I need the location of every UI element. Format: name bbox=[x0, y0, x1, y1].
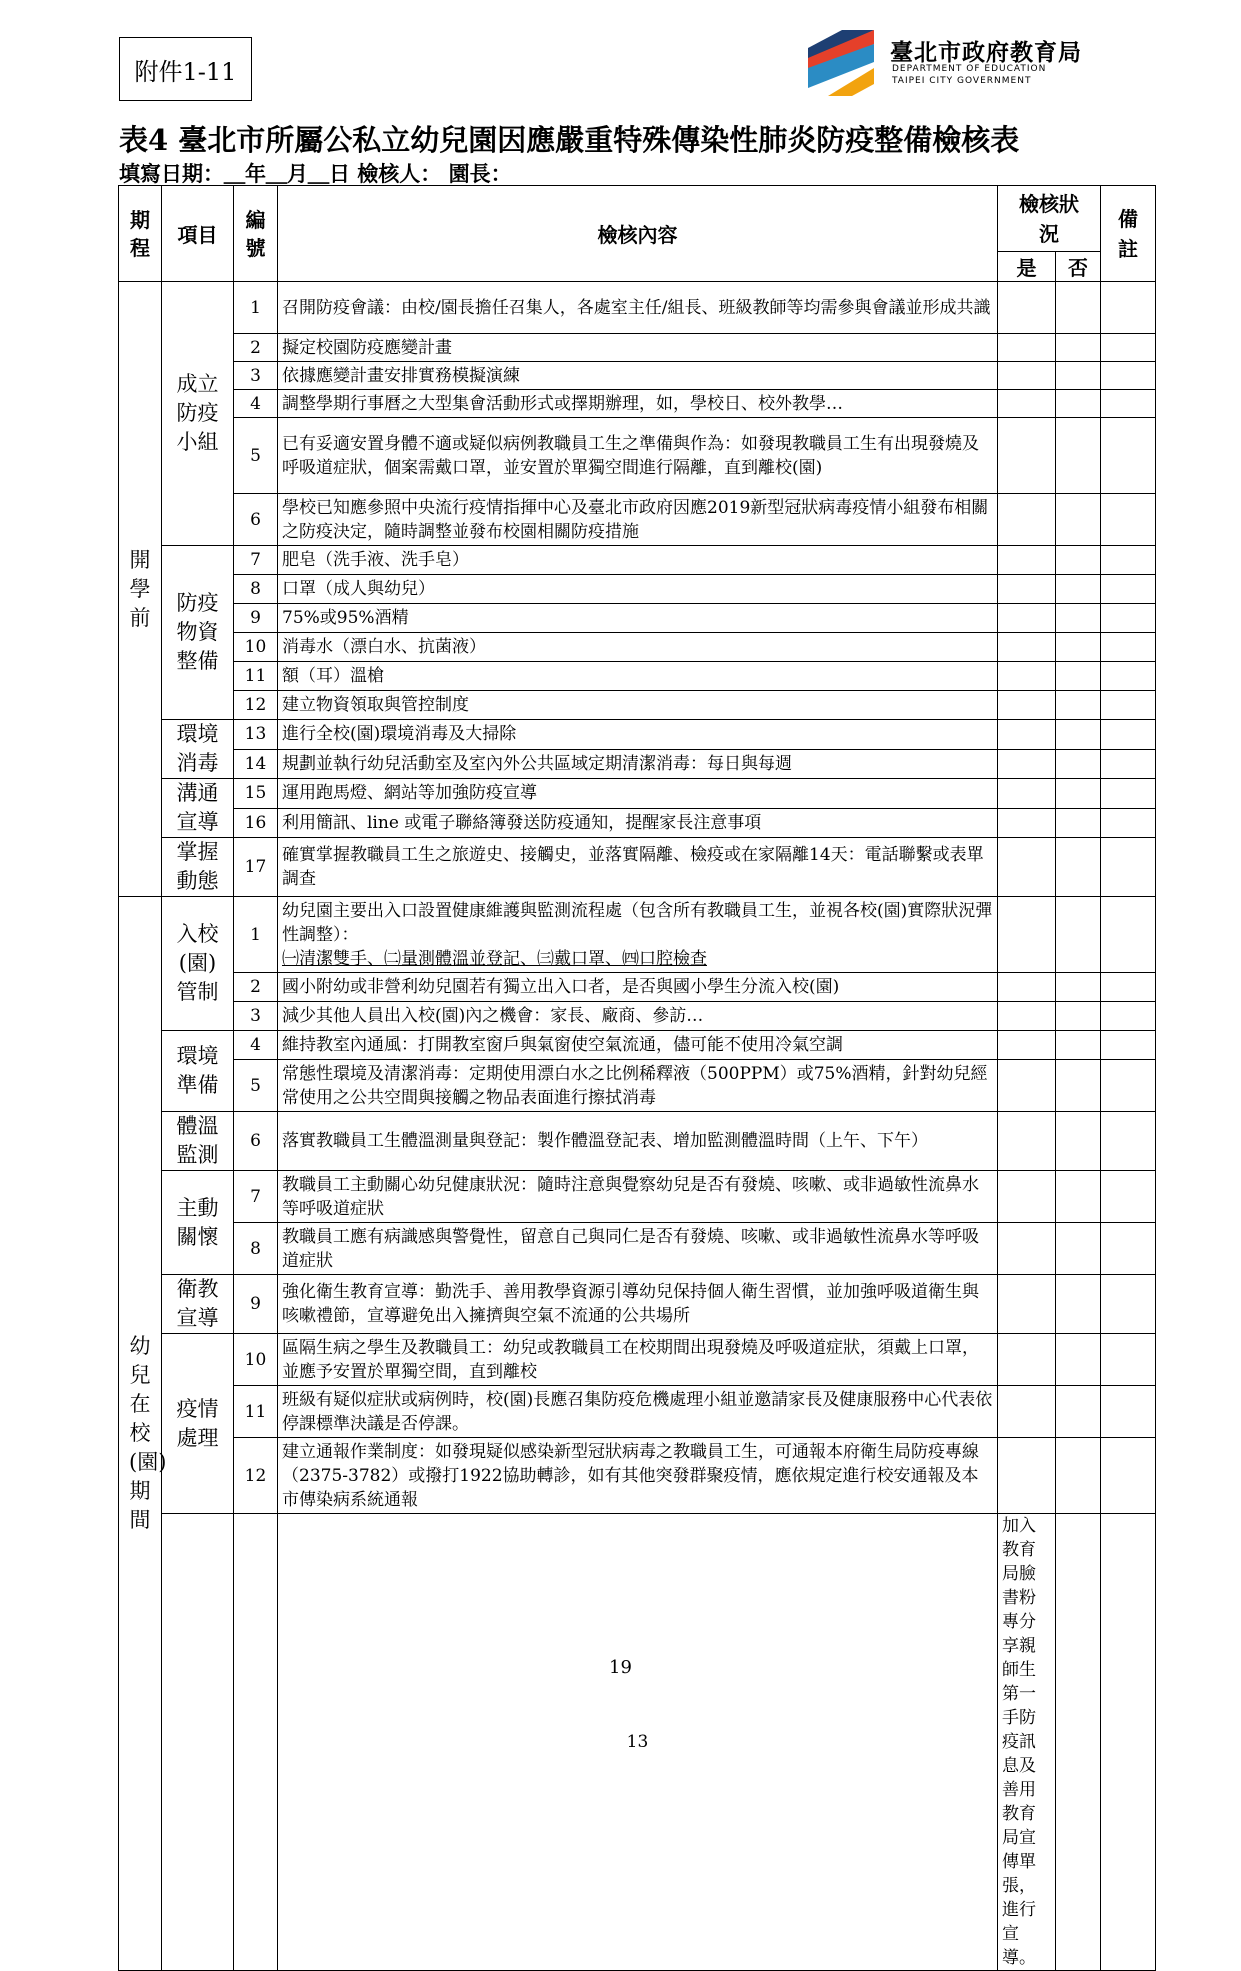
logo-org-name-en-2: TAIPEI CITY GOVERNMENT bbox=[892, 76, 1032, 86]
no-checkbox-cell[interactable] bbox=[1056, 362, 1101, 390]
yes-checkbox-cell[interactable] bbox=[998, 1386, 1056, 1438]
yes-checkbox-cell[interactable] bbox=[998, 1060, 1056, 1112]
yes-checkbox-cell[interactable] bbox=[998, 749, 1056, 779]
row-content: 消毒水（漂白水、抗菌液） bbox=[278, 633, 998, 662]
row-number: 2 bbox=[234, 334, 278, 362]
row-number: 7 bbox=[234, 546, 278, 575]
row-content: 已有妥適安置身體不適或疑似病例教職員工生之準備與作為：如發現教職員工生有出現發燒及呼吸道症狀，個案需戴口罩，並安置於單獨空間進行隔離，直到離校(園) bbox=[278, 418, 998, 494]
row-number: 8 bbox=[234, 575, 278, 604]
item-cell: 入校(園)管制 bbox=[162, 897, 234, 1031]
row-number: 1 bbox=[234, 282, 278, 334]
yes-checkbox-cell[interactable] bbox=[998, 691, 1056, 720]
remark-cell[interactable] bbox=[1101, 1334, 1156, 1386]
no-checkbox-cell[interactable] bbox=[1056, 1171, 1101, 1223]
yes-checkbox-cell[interactable] bbox=[998, 720, 1056, 750]
period-cell: 開學前 bbox=[119, 282, 162, 897]
row-content: 運用跑馬燈、網站等加強防疫宣導 bbox=[278, 779, 998, 809]
row-content: 強化衛生教育宣導：勤洗手、善用教學資源引導幼兒保持個人衛生習慣，並加強呼吸道衛生與咳嗽禮節，宣導避免出入擁擠與空氣不流通的公共場所 bbox=[278, 1275, 998, 1334]
table-row bbox=[119, 494, 1156, 546]
remark-cell[interactable] bbox=[1101, 575, 1156, 604]
remark-cell[interactable] bbox=[1101, 1386, 1156, 1438]
yes-checkbox-cell[interactable] bbox=[998, 1438, 1056, 1514]
table-row bbox=[119, 1223, 1156, 1275]
yes-checkbox-cell[interactable] bbox=[998, 808, 1056, 838]
no-checkbox-cell[interactable] bbox=[1056, 1334, 1101, 1386]
row-number: 5 bbox=[234, 1060, 278, 1112]
remark-cell[interactable] bbox=[1101, 362, 1156, 390]
yes-checkbox-cell[interactable] bbox=[998, 282, 1056, 334]
item-cell: 衛教宣導 bbox=[162, 1275, 234, 1334]
remark-cell[interactable] bbox=[1101, 720, 1156, 750]
no-checkbox-cell[interactable] bbox=[1056, 1223, 1101, 1275]
table-row bbox=[119, 1386, 1156, 1438]
row-number: 10 bbox=[234, 633, 278, 662]
yes-checkbox-cell[interactable] bbox=[998, 334, 1056, 362]
yes-checkbox-cell[interactable] bbox=[998, 362, 1056, 390]
remark-cell[interactable] bbox=[1101, 633, 1156, 662]
row-content: 建立通報作業制度：如發現疑似感染新型冠狀病毒之教職員工生，可通報本府衛生局防疫專線（2375-3782）或撥打1922協助轉診，如有其他突發群聚疫情，應依規定進行校安通報及本市傳染病系統通報 bbox=[278, 1438, 998, 1514]
table-row bbox=[119, 1060, 1156, 1112]
row-content: 75%或95%酒精 bbox=[278, 604, 998, 633]
fill-in-line: 填寫日期：＿年＿月＿日 檢核人： 園長： bbox=[119, 161, 512, 186]
header-remark: 備註 bbox=[1101, 186, 1156, 282]
row-content: 班級有疑似症狀或病例時，校(園)長應召集防疫危機處理小組並邀請家長及健康服務中心代表依停課標準決議是否停課。 bbox=[278, 1386, 998, 1438]
yes-checkbox-cell[interactable] bbox=[998, 1031, 1056, 1060]
remark-cell[interactable] bbox=[1101, 1223, 1156, 1275]
remark-cell[interactable] bbox=[1101, 1275, 1156, 1334]
row-content: 常態性環境及清潔消毒：定期使用漂白水之比例稀釋液（500PPM）或75%酒精，針對幼兒經常使用之公共空間與接觸之物品表面進行擦拭消毒 bbox=[278, 1060, 998, 1112]
remark-cell[interactable] bbox=[1101, 779, 1156, 809]
table-row bbox=[119, 897, 1156, 973]
no-checkbox-cell[interactable] bbox=[1056, 390, 1101, 418]
remark-cell[interactable] bbox=[1101, 749, 1156, 779]
yes-checkbox-cell[interactable] bbox=[998, 418, 1056, 494]
no-checkbox-cell[interactable] bbox=[1056, 633, 1101, 662]
logo-mark-icon bbox=[808, 30, 878, 96]
document-title: 表4 臺北市所屬公私立幼兒園因應嚴重特殊傳染性肺炎防疫整備檢核表 bbox=[119, 123, 1020, 157]
row-content: 落實教職員工生體溫測量與登記：製作體溫登記表、增加監測體溫時間（上午、下午） bbox=[278, 1112, 998, 1171]
no-checkbox-cell[interactable] bbox=[1056, 1386, 1101, 1438]
row-number: 5 bbox=[234, 418, 278, 494]
table-row bbox=[119, 633, 1156, 662]
remark-cell[interactable] bbox=[1101, 604, 1156, 633]
page-number: 19 bbox=[609, 1657, 632, 1678]
remark-cell[interactable] bbox=[1101, 662, 1156, 691]
row-number: 11 bbox=[234, 662, 278, 691]
table-row bbox=[119, 691, 1156, 720]
no-checkbox-cell[interactable] bbox=[1056, 334, 1101, 362]
header-content: 檢核內容 bbox=[278, 186, 998, 282]
row-content: 召開防疫會議：由校/園長擔任召集人，各處室主任/組長、班級教師等均需參與會議並形成共識 bbox=[278, 282, 998, 334]
row-number: 3 bbox=[234, 362, 278, 390]
row-number: 8 bbox=[234, 1223, 278, 1275]
remark-cell[interactable] bbox=[1101, 494, 1156, 546]
row-content: 利用簡訊、line 或電子聯絡簿發送防疫通知，提醒家長注意事項 bbox=[278, 808, 998, 838]
row-content: 肥皂（洗手液、洗手皂） bbox=[278, 546, 998, 575]
table-row bbox=[119, 973, 1156, 1002]
yes-checkbox-cell[interactable] bbox=[1056, 1514, 1101, 1971]
row-number: 11 bbox=[234, 1386, 278, 1438]
yes-checkbox-cell[interactable] bbox=[998, 662, 1056, 691]
row-content: 確實掌握教職員工生之旅遊史、接觸史，並落實隔離、檢疫或在家隔離14天：電話聯繫或表單調查 bbox=[278, 838, 998, 897]
row-content: 學校已知應參照中央流行疫情指揮中心及臺北市政府因應2019新型冠狀病毒疫情小組發布相關之防疫決定，隨時調整並發布校園相關防疫措施 bbox=[278, 494, 998, 546]
row-number: 4 bbox=[234, 1031, 278, 1060]
row-content: 建立物資領取與管控制度 bbox=[278, 691, 998, 720]
row-number: 12 bbox=[234, 691, 278, 720]
item-cell: 防疫物資整備 bbox=[162, 546, 234, 720]
row-number: 12 bbox=[234, 1438, 278, 1514]
yes-checkbox-cell[interactable] bbox=[998, 897, 1056, 973]
no-checkbox-cell[interactable] bbox=[1101, 1514, 1156, 1971]
remark-cell[interactable] bbox=[1101, 418, 1156, 494]
table-row bbox=[119, 1334, 1156, 1386]
table-row bbox=[119, 720, 1156, 750]
row-content: 規劃並執行幼兒活動室及室內外公共區域定期清潔消毒：每日與每週 bbox=[278, 749, 998, 779]
table-row bbox=[119, 1112, 1156, 1171]
table-row bbox=[119, 808, 1156, 838]
no-checkbox-cell[interactable] bbox=[1056, 1060, 1101, 1112]
no-checkbox-cell[interactable] bbox=[1056, 1275, 1101, 1334]
no-checkbox-cell[interactable] bbox=[1056, 1002, 1101, 1031]
row-number: 7 bbox=[234, 1171, 278, 1223]
item-cell: 疫情處理 bbox=[162, 1334, 234, 1514]
remark-cell[interactable] bbox=[1101, 1002, 1156, 1031]
row-content: 幼兒園主要出入口設置健康維護與監測流程處（包含所有教職員工生，並視各校(園)實際狀況彈性調整）： ㈠清潔雙手、㈡量測體溫並登記、㈢戴口罩、㈣口腔檢查 bbox=[278, 897, 998, 973]
table-row bbox=[119, 418, 1156, 494]
no-checkbox-cell[interactable] bbox=[1056, 1438, 1101, 1514]
yes-checkbox-cell[interactable] bbox=[998, 1002, 1056, 1031]
row-number: 13 bbox=[278, 1514, 998, 1971]
remark-cell[interactable] bbox=[1101, 546, 1156, 575]
no-checkbox-cell[interactable] bbox=[1056, 546, 1101, 575]
table-row bbox=[119, 1275, 1156, 1334]
no-checkbox-cell[interactable] bbox=[1056, 897, 1101, 973]
row-number: 10 bbox=[234, 1334, 278, 1386]
yes-checkbox-cell[interactable] bbox=[998, 546, 1056, 575]
yes-checkbox-cell[interactable] bbox=[998, 1112, 1056, 1171]
department-logo bbox=[808, 30, 1138, 96]
yes-checkbox-cell[interactable] bbox=[998, 1223, 1056, 1275]
remark-cell[interactable] bbox=[1101, 1171, 1156, 1223]
row-number: 4 bbox=[234, 390, 278, 418]
table-row bbox=[119, 838, 1156, 897]
logo-org-name-en-1: DEPARTMENT OF EDUCATION bbox=[892, 64, 1047, 74]
remark-cell[interactable] bbox=[1101, 334, 1156, 362]
no-checkbox-cell[interactable] bbox=[1056, 808, 1101, 838]
table-row bbox=[119, 604, 1156, 633]
item-cell: 掌握動態 bbox=[162, 838, 234, 897]
row-number: 15 bbox=[234, 779, 278, 809]
yes-checkbox-cell[interactable] bbox=[998, 494, 1056, 546]
row-content: 額（耳）溫槍 bbox=[278, 662, 998, 691]
period-cell bbox=[162, 1514, 234, 1971]
no-checkbox-cell[interactable] bbox=[1056, 604, 1101, 633]
no-checkbox-cell[interactable] bbox=[1056, 418, 1101, 494]
remark-cell[interactable] bbox=[1101, 1112, 1156, 1171]
period-cell: 幼兒在校(園)期間 bbox=[119, 897, 162, 1971]
no-checkbox-cell[interactable] bbox=[1056, 973, 1101, 1002]
table-row bbox=[119, 362, 1156, 390]
yes-checkbox-cell[interactable] bbox=[998, 575, 1056, 604]
row-number: 13 bbox=[234, 720, 278, 750]
no-checkbox-cell[interactable] bbox=[1056, 662, 1101, 691]
remark-cell[interactable] bbox=[1101, 838, 1156, 897]
item-cell bbox=[234, 1514, 278, 1971]
row-number: 14 bbox=[234, 749, 278, 779]
yes-checkbox-cell[interactable] bbox=[998, 1171, 1056, 1223]
no-checkbox-cell[interactable] bbox=[1056, 779, 1101, 809]
yes-checkbox-cell[interactable] bbox=[998, 779, 1056, 809]
header-period: 期程 bbox=[119, 186, 162, 282]
row-content: 加入教育局臉書粉專分享親師生第一手防疫訊息及善用教育局宣傳單張，進行宣導。 bbox=[998, 1514, 1056, 1971]
yes-checkbox-cell[interactable] bbox=[998, 1275, 1056, 1334]
item-cell: 主動關懷 bbox=[162, 1171, 234, 1275]
yes-checkbox-cell[interactable] bbox=[998, 633, 1056, 662]
item-cell: 環境消毒 bbox=[162, 720, 234, 779]
no-checkbox-cell[interactable] bbox=[1056, 691, 1101, 720]
row-number: 2 bbox=[234, 973, 278, 1002]
table-row bbox=[119, 1514, 1156, 1971]
annex-label: 附件1-11 bbox=[119, 37, 252, 101]
yes-checkbox-cell[interactable] bbox=[998, 838, 1056, 897]
item-cell: 溝通宣導 bbox=[162, 779, 234, 838]
remark-cell[interactable] bbox=[1101, 808, 1156, 838]
no-checkbox-cell[interactable] bbox=[1056, 1112, 1101, 1171]
row-number: 9 bbox=[234, 1275, 278, 1334]
table-row bbox=[119, 390, 1156, 418]
no-checkbox-cell[interactable] bbox=[1056, 575, 1101, 604]
row-number: 9 bbox=[234, 604, 278, 633]
table-row bbox=[119, 1171, 1156, 1223]
table-row bbox=[119, 575, 1156, 604]
row-content: 調整學期行事曆之大型集會活動形式或擇期辦理，如，學校日、校外教學… bbox=[278, 390, 998, 418]
table-row bbox=[119, 1002, 1156, 1031]
item-cell: 成立防疫小組 bbox=[162, 282, 234, 546]
item-cell: 體溫監測 bbox=[162, 1112, 234, 1171]
header-no: 否 bbox=[1056, 252, 1101, 282]
table-row bbox=[119, 546, 1156, 575]
row-number: 1 bbox=[234, 897, 278, 973]
table-row bbox=[119, 334, 1156, 362]
no-checkbox-cell[interactable] bbox=[1056, 494, 1101, 546]
logo-org-name-zh: 臺北市政府教育局 bbox=[890, 40, 1082, 66]
item-cell: 環境準備 bbox=[162, 1031, 234, 1112]
row-number: 17 bbox=[234, 838, 278, 897]
no-checkbox-cell[interactable] bbox=[1056, 749, 1101, 779]
row-content: 減少其他人員出入校(園)內之機會：家長、廠商、參訪… bbox=[278, 1002, 998, 1031]
row-content: 口罩（成人與幼兒） bbox=[278, 575, 998, 604]
table-row bbox=[119, 749, 1156, 779]
row-number: 16 bbox=[234, 808, 278, 838]
header-item: 項目 bbox=[162, 186, 234, 282]
table-row bbox=[119, 662, 1156, 691]
remark-cell[interactable] bbox=[1101, 691, 1156, 720]
row-number: 3 bbox=[234, 1002, 278, 1031]
remark-cell[interactable] bbox=[1101, 897, 1156, 973]
remark-cell[interactable] bbox=[1101, 282, 1156, 334]
row-content: 教職員工主動關心幼兒健康狀況：隨時注意與覺察幼兒是否有發燒、咳嗽、或非過敏性流鼻水等呼吸道症狀 bbox=[278, 1171, 998, 1223]
row-content: 擬定校園防疫應變計畫 bbox=[278, 334, 998, 362]
header-status: 檢核狀況 bbox=[998, 186, 1101, 252]
table-row bbox=[119, 1438, 1156, 1514]
remark-cell[interactable] bbox=[1101, 973, 1156, 1002]
row-content: 維持教室內通風：打開教室窗戶與氣窗使空氣流通，儘可能不使用冷氣空調 bbox=[278, 1031, 998, 1060]
table-row bbox=[119, 779, 1156, 809]
yes-checkbox-cell[interactable] bbox=[998, 604, 1056, 633]
yes-checkbox-cell[interactable] bbox=[998, 390, 1056, 418]
table-row bbox=[119, 1031, 1156, 1060]
row-number: 6 bbox=[234, 1112, 278, 1171]
no-checkbox-cell[interactable] bbox=[1056, 282, 1101, 334]
header-yes: 是 bbox=[998, 252, 1056, 282]
remark-cell[interactable] bbox=[1101, 1060, 1156, 1112]
row-content: 進行全校(園)環境消毒及大掃除 bbox=[278, 720, 998, 750]
remark-cell[interactable] bbox=[1101, 1438, 1156, 1514]
row-number: 6 bbox=[234, 494, 278, 546]
checklist-table bbox=[118, 185, 1156, 1971]
no-checkbox-cell[interactable] bbox=[1056, 720, 1101, 750]
row-content: 教職員工應有病識感與警覺性，留意自己與同仁是否有發燒、咳嗽、或非過敏性流鼻水等呼吸道症狀 bbox=[278, 1223, 998, 1275]
yes-checkbox-cell[interactable] bbox=[998, 973, 1056, 1002]
yes-checkbox-cell[interactable] bbox=[998, 1334, 1056, 1386]
no-checkbox-cell[interactable] bbox=[1056, 838, 1101, 897]
no-checkbox-cell[interactable] bbox=[1056, 1031, 1101, 1060]
remark-cell[interactable] bbox=[1101, 390, 1156, 418]
remark-cell[interactable] bbox=[1101, 1031, 1156, 1060]
row-content: 區隔生病之學生及教職員工：幼兒或教職員工在校期間出現發燒及呼吸道症狀，須戴上口罩，並應予安置於單獨空間，直到離校 bbox=[278, 1334, 998, 1386]
row-content: 依據應變計畫安排實務模擬演練 bbox=[278, 362, 998, 390]
table-row bbox=[119, 282, 1156, 334]
header-number: 編號 bbox=[234, 186, 278, 282]
row-content: 國小附幼或非營利幼兒園若有獨立出入口者，是否與國小學生分流入校(園) bbox=[278, 973, 998, 1002]
